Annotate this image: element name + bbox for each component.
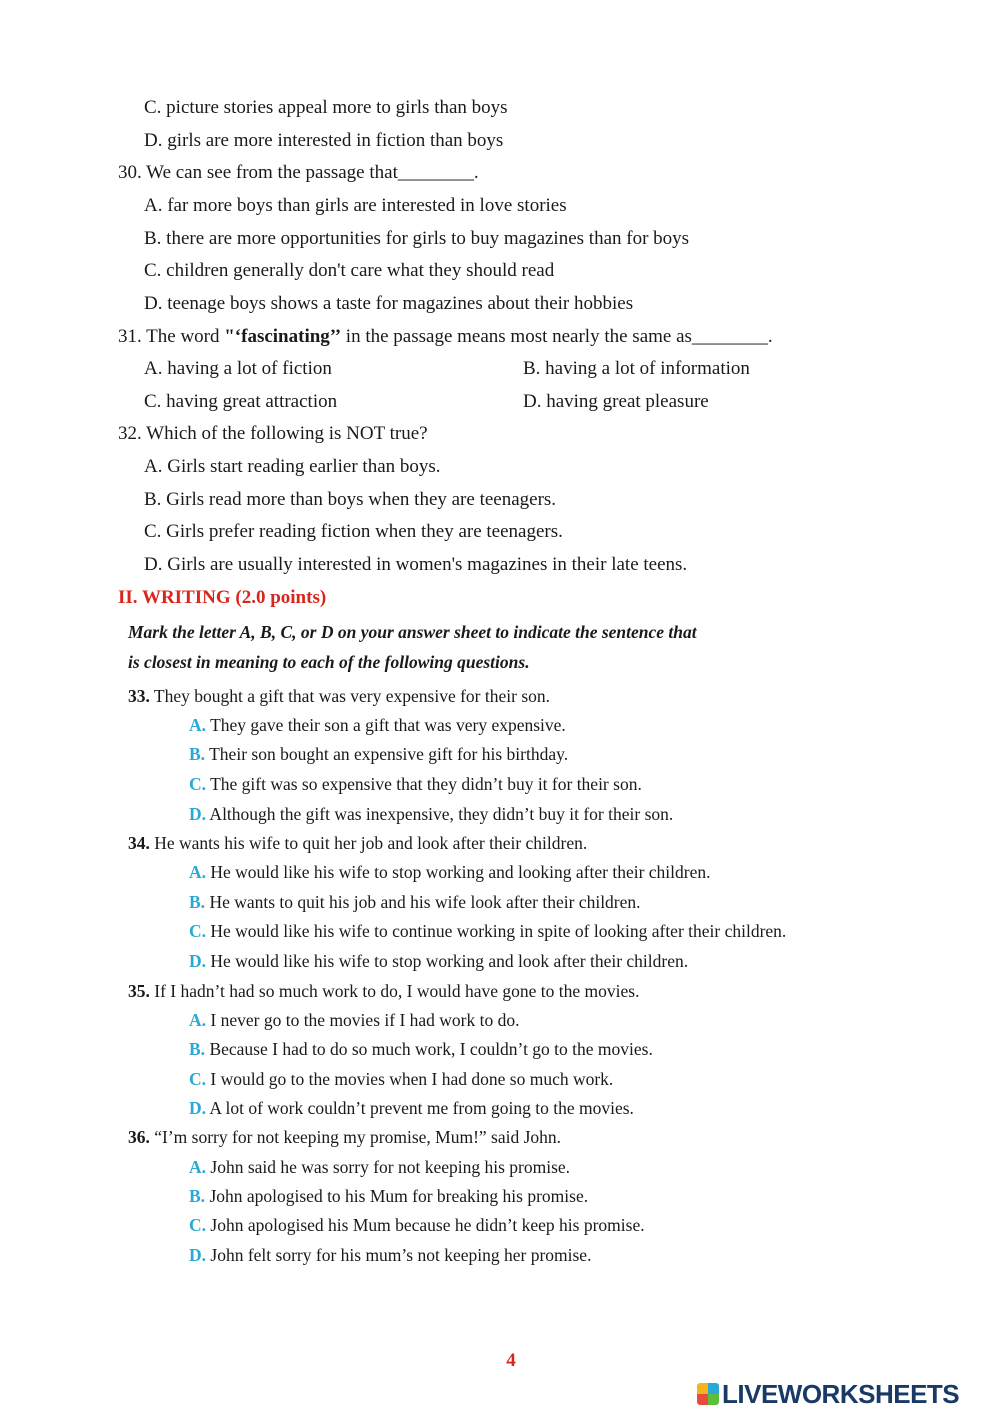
option-text: He would like his wife to continue working in spite of looking after their children. <box>206 921 787 941</box>
q34-stem <box>128 832 587 854</box>
option-letter: C. <box>189 1069 207 1089</box>
q35-stem <box>128 980 639 1002</box>
option-text: John apologised his Mum because he didn’t keep his promise. <box>206 1215 645 1235</box>
q30-option-c: C. children generally don't care what they should read <box>144 260 555 281</box>
q30-stem: 30. We can see from the passage that________. <box>118 162 479 183</box>
option-letter: A. <box>189 1157 207 1177</box>
q33-option-b <box>189 743 568 765</box>
option-letter: B. <box>189 744 206 764</box>
section-heading-writing: II. WRITING (2.0 points) <box>118 587 327 608</box>
option-letter: A. <box>189 715 207 735</box>
q29-option-d: D. girls are more interested in fiction than boys <box>144 130 504 151</box>
q34-text: He wants his wife to quit her job and look after their children. <box>149 833 588 853</box>
option-text: John apologised to his Mum for breaking his promise. <box>205 1186 589 1206</box>
q35-option-d <box>189 1097 634 1119</box>
liveworksheets-logo-icon <box>697 1383 719 1405</box>
option-letter: A. <box>189 862 207 882</box>
q33-option-d <box>189 803 673 825</box>
q31-option-b: B. having a lot of information <box>523 358 750 379</box>
q35-option-b <box>189 1038 653 1060</box>
q34-option-d <box>189 950 688 972</box>
logo-mark-tile-2 <box>708 1383 719 1394</box>
option-letter: D. <box>189 951 207 971</box>
q36-number: 36. <box>128 1127 150 1147</box>
q33-option-a <box>189 714 566 736</box>
option-text: They gave their son a gift that was very expensive. <box>206 715 566 735</box>
logo-mark-tile-1 <box>697 1383 708 1394</box>
option-text: John felt sorry for his mum’s not keeping her promise. <box>206 1245 592 1265</box>
q35-text: If I hadn’t had so much work to do, I would have gone to the movies. <box>149 981 640 1001</box>
q33-option-c <box>189 773 642 795</box>
liveworksheets-logo[interactable] <box>697 1378 960 1409</box>
q35-number: 35. <box>128 981 150 1001</box>
q32-option-d: D. Girls are usually interested in women's magazines in their late teens. <box>144 554 688 575</box>
option-letter: B. <box>189 892 206 912</box>
q34-option-b <box>189 891 641 913</box>
q32-stem: 32. Which of the following is NOT true? <box>118 423 428 444</box>
q30-option-a: A. far more boys than girls are interested in love stories <box>144 195 567 216</box>
option-letter: C. <box>189 1215 207 1235</box>
q34-number: 34. <box>128 833 150 853</box>
option-text: Although the gift was inexpensive, they didn’t buy it for their son. <box>206 804 674 824</box>
option-letter: C. <box>189 774 207 794</box>
q31-option-a: A. having a lot of fiction <box>144 358 332 379</box>
option-letter: A. <box>189 1010 207 1030</box>
q34-option-c <box>189 920 786 942</box>
q36-option-b <box>189 1185 588 1207</box>
option-letter: B. <box>189 1039 206 1059</box>
q31-stem-start: 31. The word <box>118 326 225 347</box>
option-text: The gift was so expensive that they didn’t buy it for their son. <box>206 774 642 794</box>
option-letter: C. <box>189 921 207 941</box>
q36-text: “I’m sorry for not keeping my promise, Mum!” said John. <box>149 1127 562 1147</box>
q31-stem <box>118 325 773 349</box>
q31-option-d: D. having great pleasure <box>523 391 709 412</box>
q32-option-a: A. Girls start reading earlier than boys. <box>144 456 441 477</box>
writing-instruction-line-1: Mark the letter A, B, C, or D on your answer sheet to indicate the sentence that <box>128 622 697 642</box>
q36-option-c <box>189 1214 645 1236</box>
option-text: He would like his wife to stop working and looking after their children. <box>206 862 711 882</box>
q31-keyword: "‘fascinating’’ <box>224 326 342 347</box>
logo-mark-tile-4 <box>708 1394 719 1405</box>
q30-option-b: B. there are more opportunities for girls to buy magazines than for boys <box>144 228 690 249</box>
q36-stem <box>128 1126 561 1148</box>
option-letter: D. <box>189 1098 207 1118</box>
option-text: John said he was sorry for not keeping his promise. <box>206 1157 571 1177</box>
q35-option-c <box>189 1068 613 1090</box>
q36-option-d <box>189 1244 591 1266</box>
q30-option-d: D. teenage boys shows a taste for magazines about their hobbies <box>144 293 634 314</box>
q31-stem-end: in the passage means most nearly the same as________. <box>341 326 773 347</box>
option-letter: D. <box>189 804 207 824</box>
option-text: Their son bought an expensive gift for his birthday. <box>205 744 569 764</box>
option-text: I would go to the movies when I had done so much work. <box>206 1069 614 1089</box>
q33-number: 33. <box>128 686 150 706</box>
writing-instruction-line-2: is closest in meaning to each of the following questions. <box>128 652 530 672</box>
q32-option-b: B. Girls read more than boys when they are teenagers. <box>144 489 557 510</box>
option-text: He wants to quit his job and his wife look after their children. <box>205 892 641 912</box>
liveworksheets-logo-text: LIVEWORKSHEETS <box>722 1378 960 1409</box>
q32-option-c: C. Girls prefer reading fiction when they are teenagers. <box>144 521 563 542</box>
q35-option-a <box>189 1009 520 1031</box>
q36-option-a <box>189 1156 570 1178</box>
option-text: A lot of work couldn’t prevent me from going to the movies. <box>206 1098 634 1118</box>
q31-option-c: C. having great attraction <box>144 391 338 412</box>
option-letter: B. <box>189 1186 206 1206</box>
q29-option-c: C. picture stories appeal more to girls than boys <box>144 97 508 118</box>
option-letter: D. <box>189 1245 207 1265</box>
option-text: I never go to the movies if I had work to do. <box>206 1010 520 1030</box>
page-number: 4 <box>506 1350 516 1371</box>
q33-text: They bought a gift that was very expensive for their son. <box>149 686 551 706</box>
q34-option-a <box>189 861 711 883</box>
option-text: Because I had to do so much work, I couldn’t go to the movies. <box>205 1039 653 1059</box>
q33-stem <box>128 685 550 707</box>
option-text: He would like his wife to stop working and look after their children. <box>206 951 689 971</box>
logo-mark-tile-3 <box>697 1394 708 1405</box>
